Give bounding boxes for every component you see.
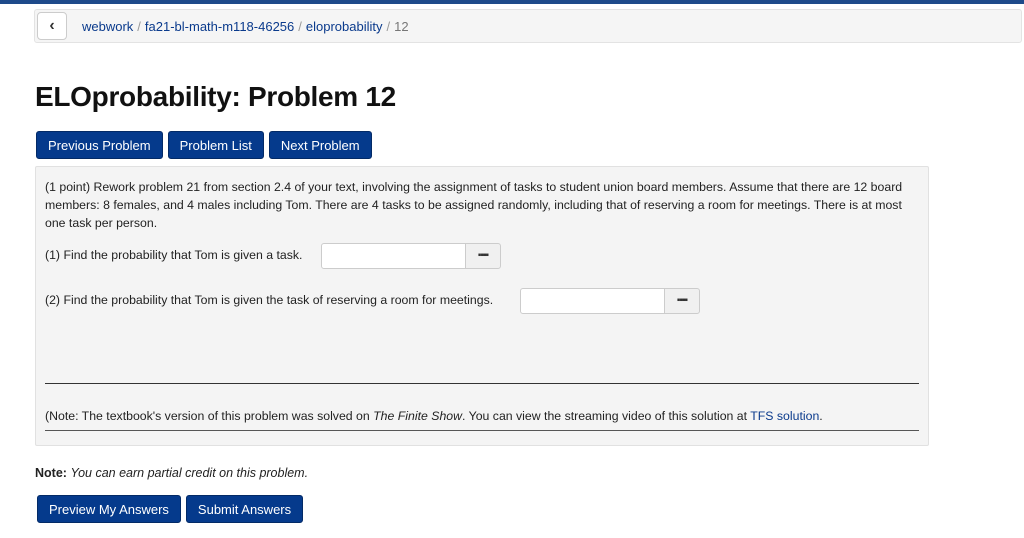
answer-2-input[interactable] [520, 288, 665, 314]
note-prefix: (Note: The textbook's version of this problem was solved on [45, 409, 374, 423]
breadcrumb-link-set[interactable]: eloprobability [305, 19, 383, 34]
section-divider [45, 383, 919, 384]
submit-answers-button[interactable]: Submit Answers [186, 495, 303, 523]
answer-1-input[interactable] [321, 243, 466, 269]
note-show-title: The Finite Show [373, 409, 463, 423]
partial-credit-note [35, 466, 308, 480]
next-problem-button[interactable]: Next Problem [269, 131, 372, 159]
back-button[interactable] [37, 12, 67, 40]
preview-answers-button[interactable]: Preview My Answers [37, 495, 181, 523]
problem-list-button[interactable]: Problem List [168, 131, 264, 159]
top-accent-rule [0, 0, 1024, 4]
note-middle: . You can view the streaming video of this solution at [462, 409, 751, 423]
breadcrumb-separator: / [137, 19, 141, 34]
textbook-note [45, 409, 823, 423]
breadcrumb-bar [34, 9, 1022, 43]
breadcrumb-separator: / [386, 19, 391, 34]
breadcrumb-link-course[interactable]: fa21-bl-math-m118-46256 [144, 19, 295, 34]
problem-body [35, 166, 929, 446]
answer-actions [37, 495, 303, 523]
partial-credit-text: You can earn partial credit on this problem. [70, 466, 309, 480]
problem-nav [36, 131, 372, 159]
breadcrumb [82, 19, 409, 34]
question-1-label: (1) Find the probability that Tom is given a task. [45, 248, 303, 262]
question-2-label: (2) Find the probability that Tom is given the task of reserving a room for meetings. [45, 293, 494, 307]
equation-editor-icon[interactable]: ▪▪▪▪ [664, 288, 700, 314]
problem-statement: (1 point) Rework problem 21 from section 2.4 of your text, involving the assignment of tasks to student union board members. Assume that there are 12 board members: 8 females, and 4 males including Tom. There are 4 tasks to be assigned randomly, including that of reserving a room for meetings. There is at most one task per person. [45, 180, 903, 230]
tfs-solution-link[interactable]: TFS solution [750, 409, 820, 423]
breadcrumb-separator: / [298, 19, 302, 34]
equation-editor-icon[interactable]: ▪▪▪▪ [465, 243, 501, 269]
breadcrumb-link-webwork[interactable]: webwork [82, 19, 134, 34]
previous-problem-button[interactable]: Previous Problem [36, 131, 163, 159]
breadcrumb-current: 12 [394, 19, 409, 34]
partial-credit-label: Note: [35, 466, 67, 480]
note-underline [45, 430, 919, 431]
chevron-left-icon: ‹ [49, 17, 55, 34]
page-title: ELOprobability: Problem 12 [35, 81, 396, 112]
note-suffix: . [819, 409, 823, 423]
